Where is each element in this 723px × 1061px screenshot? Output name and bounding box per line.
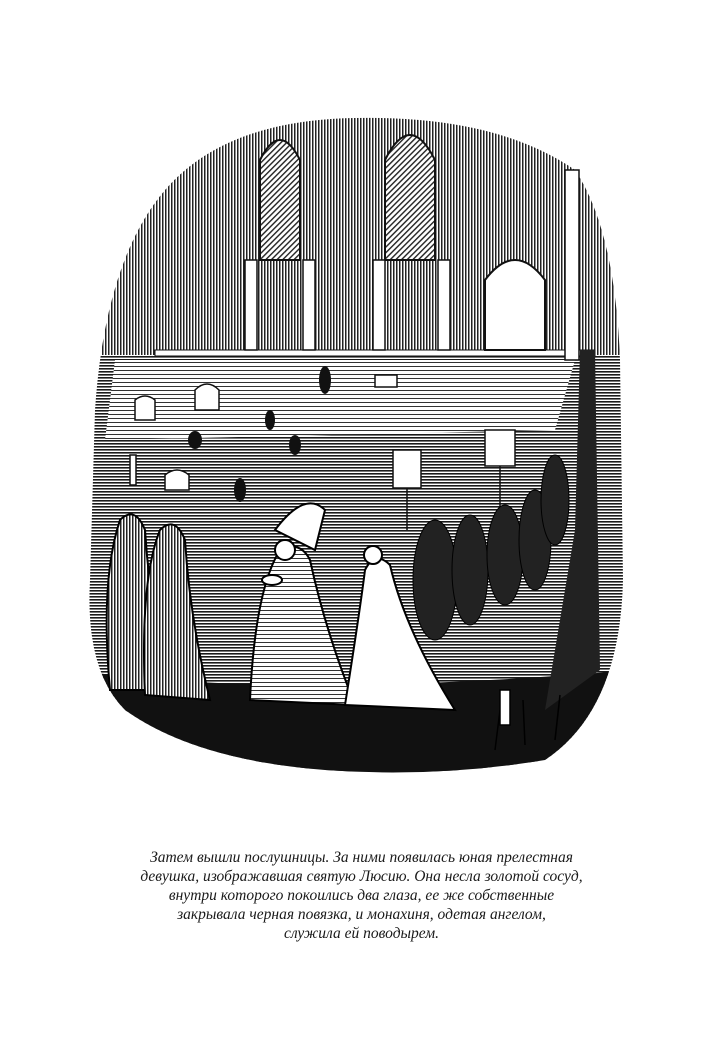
caption-line: девушка, изображавшая святую Люсию. Она несла золотой сосуд,: [140, 868, 583, 885]
illustration-caption: [120, 848, 603, 943]
caption-line: служила ей поводырем.: [283, 925, 440, 942]
caption-line: закрывала черная повязка, и монахиня, одетая ангелом,: [177, 906, 546, 923]
caption-line: Затем вышли послушницы. За ними появилась юная прелестная: [150, 849, 573, 866]
caption-line: внутри которого покоились два глаза, ее же собственные: [168, 887, 555, 904]
engraving-illustration: [75, 110, 635, 780]
